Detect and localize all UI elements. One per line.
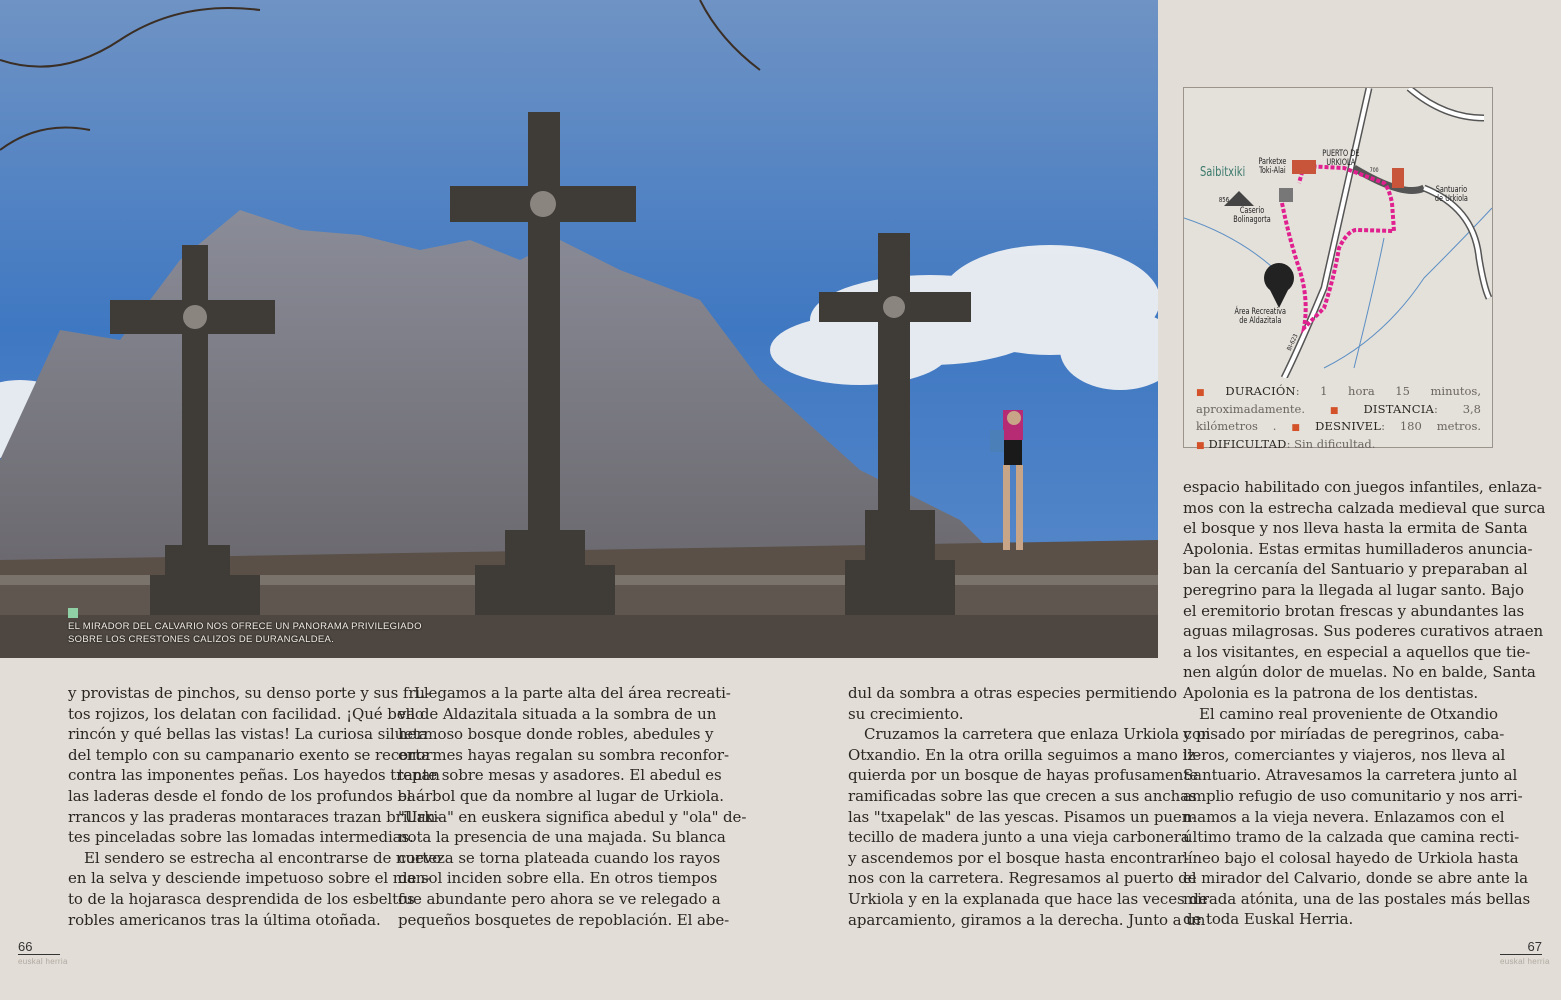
text-line: ban la cercanía del Santuario y preparaban al [1183, 560, 1528, 579]
caption-line: SOBRE LOS CRESTONES CALIZOS DE DURANGALDEA. [68, 634, 335, 645]
text-line: tante sobre mesas y asadores. El abedul es [398, 766, 722, 785]
map-label-area-recreativa: Área Recreativa de Aldazitala [1234, 307, 1286, 326]
text-line: el bosque y nos lleva hasta la ermita de Santa [1183, 519, 1528, 538]
page-number-left: 66 [18, 940, 60, 955]
text-line: a los visitantes, en especial a aquellos que tie- [1183, 642, 1531, 661]
text-line: de toda Euskal Herria. [1183, 910, 1354, 929]
route-info [1196, 384, 1481, 454]
text-column-2 [398, 683, 747, 930]
map-drawing [1184, 88, 1492, 378]
text-line: Urkiola y en la explanada que hace las veces de [848, 889, 1208, 908]
desnivel-label: DESNIVEL [1315, 419, 1382, 433]
map-label-parketxe: Parketxe Toki-Alai [1258, 157, 1287, 176]
text-line: del templo con su campanario exento se recorta [68, 745, 430, 764]
text-line: ramificadas sobre las que crecen a sus anchas [848, 786, 1197, 805]
text-line: fue abundante pero ahora se ve relegado a [398, 889, 721, 908]
text-line: mirada atónita, una de las postales más bellas [1183, 889, 1531, 908]
text-line: "Urkia" en euskera significa abedul y "ola" de- [398, 807, 747, 826]
text-line: contra las imponentes peñas. Los hayedos trepan [68, 766, 440, 785]
text-line: lleros, comerciantes y viajeros, nos lleva al [1183, 745, 1506, 764]
calvario-photo [0, 0, 1158, 658]
text-line: las laderas desde el fondo de los profundos ba- [68, 786, 421, 805]
publication-name-right: euskal herria [1500, 957, 1550, 966]
text-line: Cruzamos la carretera que enlaza Urkiola con [864, 725, 1211, 744]
text-line: va de Aldazitala situada a la sombra de un [398, 704, 717, 723]
text-line: quierda por un bosque de hayas profusamente [848, 766, 1199, 785]
map-label-altitude: 700 [1369, 167, 1379, 174]
text-line: peregrino para la llegada al lugar santo. Bajo [1183, 580, 1524, 599]
text-line: el mirador del Calvario, donde se abre ante la [1183, 869, 1529, 888]
text-line: aguas milagrosas. Sus poderes curativos atraen [1183, 622, 1544, 641]
text-line: mamos a la vieja nevera. Enlazamos con el [1183, 807, 1505, 826]
text-line: tos rojizos, los delatan con facilidad. ¡Qué bello [68, 704, 424, 723]
text-column-1 [68, 683, 442, 930]
bullet-icon: ■ [1196, 440, 1205, 451]
page-number-right: 67 [1500, 940, 1542, 955]
map-label-puerto: PUERTO DE URKIOLA [1322, 149, 1360, 168]
text-line: y provistas de pinchos, su denso porte y sus fru- [68, 684, 430, 702]
photo-caption [68, 620, 422, 646]
text-line: líneo bajo el colosal hayedo de Urkiola hasta [1183, 848, 1519, 867]
text-line: El camino real proveniente de Otxandio [1199, 704, 1498, 723]
text-line: de sol inciden sobre ella. En otros tiempos [398, 869, 718, 888]
route-line [1282, 166, 1394, 328]
text-line: dul da sombra a otras especies permitiendo [848, 684, 1177, 702]
publication-name-left: euskal herria [18, 957, 68, 966]
text-line: último tramo de la calzada que camina recti- [1183, 828, 1520, 847]
text-line: robles americanos tras la última otoñada. [68, 910, 381, 929]
text-line: su crecimiento. [848, 704, 964, 723]
text-line: El sendero se estrecha al encontrarse de nuevo [84, 848, 442, 867]
text-line: Santuario. Atravesamos la carretera junto al [1183, 766, 1518, 785]
text-line: y ascendemos por el bosque hasta encontrar- [848, 848, 1190, 867]
caption-marker [68, 608, 78, 618]
duracion-value: : 1 hora 15 minutos, aproximadamente. [1196, 384, 1481, 416]
map-label-peak: 856 [1218, 196, 1230, 204]
text-line: el árbol que da nombre al lugar de Urkiola. [398, 786, 724, 805]
dificultad-value: : Sin dificultad. [1286, 436, 1376, 451]
map-label-road: BI-623 [1285, 333, 1300, 352]
text-line: aparcamiento, giramos a la derecha. Junto a un [848, 910, 1206, 929]
route-map [1183, 87, 1493, 451]
bullet-icon: ■ [1196, 388, 1222, 398]
text-line: rrancos y las praderas montaraces trazan brillan- [68, 807, 441, 826]
distancia-value: : 3,8 kilómetros . [1196, 401, 1481, 433]
text-line: Otxandio. En la otra orilla seguimos a mano iz- [848, 745, 1200, 764]
desnivel-value: : 180 metros. [1381, 419, 1481, 433]
text-column-4 [1183, 477, 1546, 930]
text-line: Apolonia es la patrona de los dentistas. [1183, 683, 1479, 702]
text-line: pequeños bosquetes de repoblación. El abe- [398, 910, 730, 929]
text-line: tes pinceladas sobre las lomadas intermedias. [68, 828, 414, 847]
text-line: to de la hojarasca desprendida de los esbeltos [68, 889, 415, 908]
bullet-icon: ■ [1329, 405, 1360, 416]
map-label-santuario: Santuario de Urkiola [1434, 185, 1468, 204]
text-line: Llegamos a la parte alta del área recreati- [414, 684, 731, 702]
text-line: las "txapelak" de las yescas. Pisamos un puen- [848, 807, 1197, 826]
text-column-3 [848, 683, 1211, 930]
text-line: tecillo de madera junto a una vieja carbonera [848, 828, 1190, 847]
text-line: y pisado por miríadas de peregrinos, caba- [1183, 725, 1505, 744]
map-label-saibitxiki: Saibitxiki [1199, 165, 1246, 180]
text-line: nos con la carretera. Regresamos al puerto de [848, 869, 1197, 888]
duracion-label: DURACIÓN [1225, 384, 1296, 398]
bullet-icon: ■ [1291, 423, 1312, 433]
dificultad-label: DIFICULTAD [1208, 436, 1287, 451]
text-line: Apolonia. Estas ermitas humilladeros anuncia- [1183, 539, 1533, 558]
text-line: en la selva y desciende impetuoso sobre el man- [68, 869, 431, 888]
distancia-label: DISTANCIA [1363, 401, 1434, 416]
text-line: corteza se torna plateada cuando los rayos [398, 848, 721, 867]
text-line: nen algún dolor de muelas. No en balde, Santa [1183, 663, 1536, 682]
text-line: nota la presencia de una majada. Su blanca [398, 828, 726, 847]
text-line: hermoso bosque donde robles, abedules y [398, 725, 714, 744]
text-line: rincón y qué bellas las vistas! La curiosa silueta [68, 725, 428, 744]
text-line: espacio habilitado con juegos infantiles, enlaza- [1183, 478, 1542, 496]
text-line: amplio refugio de uso comunitario y nos arri- [1183, 786, 1523, 805]
text-line: mos con la estrecha calzada medieval que surca [1183, 498, 1546, 517]
caption-line: EL MIRADOR DEL CALVARIO NOS OFRECE UN PANORAMA PRIVILEGIADO [68, 621, 422, 632]
map-label-caserio: Caserío Bolinagorta [1233, 206, 1271, 225]
text-line: el eremitorio brotan frescas y abundantes las [1183, 601, 1525, 620]
text-line: enormes hayas regalan su sombra reconfor- [398, 745, 729, 764]
